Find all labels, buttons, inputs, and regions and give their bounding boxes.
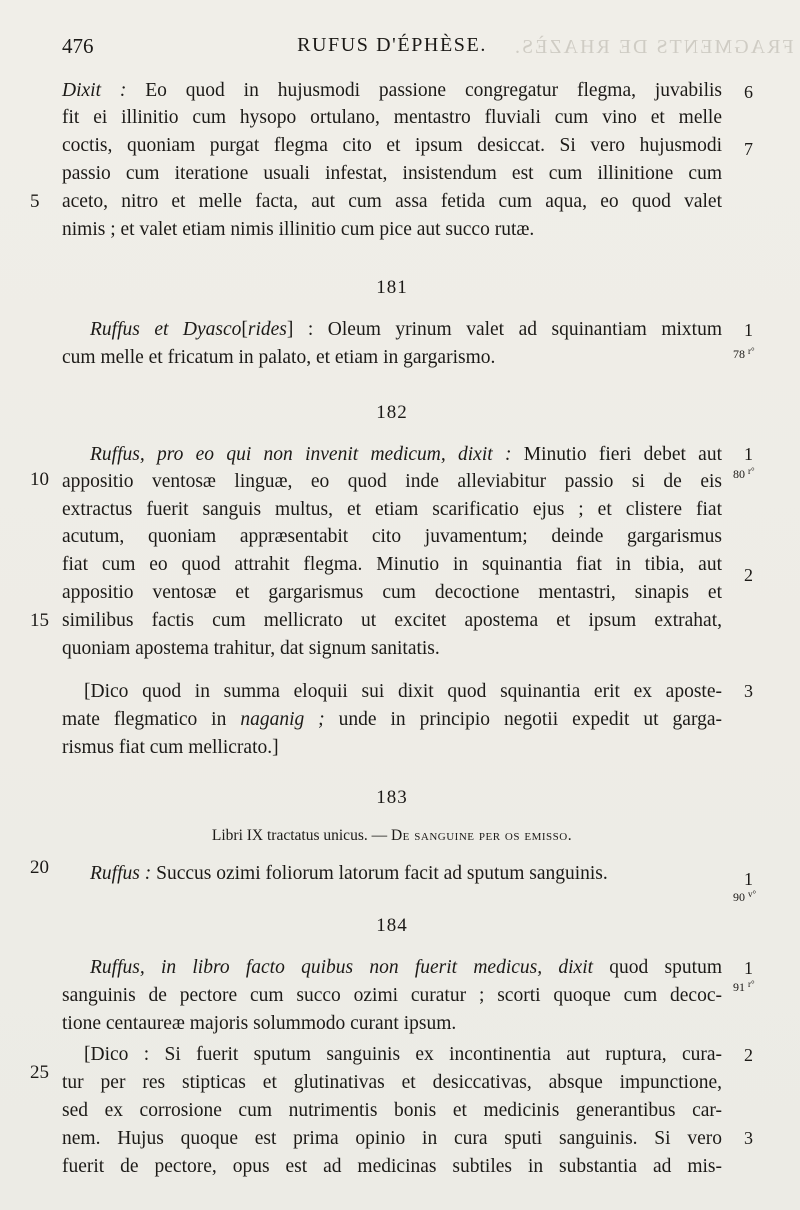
text-line: nimis ; et valet etiam nimis illinitio cum pice aut succo rutæ.	[62, 219, 535, 240]
text-line: [Dico : Si fuerit sputum sanguinis ex incontinentia aut ruptura, cura-	[84, 1044, 722, 1065]
text-line: acutum, quoniam appræsentabit cito juvamentum; deinde gargarismus	[62, 526, 722, 547]
folio-ref: 78 $^{r^\circ}$	[733, 346, 755, 361]
bleed-through-text: FRAGMENTS DE RHAZÈS.	[513, 36, 794, 58]
text-line: fiat cum eo quod attrahit flegma. Minutio in squinantia fiat in tibia, aut	[62, 554, 722, 575]
folio-ref: 80 $^{r^\circ}$	[733, 466, 755, 481]
text-line: Ruffus, in libro facto quibus non fuerit medicus, dixit quod sputum	[90, 957, 722, 978]
line-number: 10	[30, 469, 49, 490]
text-line: appositio ventosæ linguæ, eo quod inde alleviabitur passio si de eis	[62, 471, 722, 492]
text-line: sanguinis de pectore cum succo ozimi curatur ; scorti quoque cum decoc-	[62, 985, 722, 1006]
text-line: tur per res stipticas et glutinativas et desiccativas, absque impunctione,	[62, 1072, 722, 1093]
text-line: fuerit de pectore, opus est ad medicinas subtiles in substantia ad mis-	[62, 1156, 722, 1177]
text-line: nem. Hujus quoque est prima opinio in cura sputi sanguinis. Si vero	[62, 1128, 722, 1149]
text-line: similibus factis cum mellicrato ut excitet apostema et ipsum extrahat,	[62, 610, 722, 631]
margin-number: 2	[744, 565, 753, 585]
section-number: 182	[376, 402, 408, 423]
text-line: extractus fuerit sanguis multus, et etiam scarificatio ejus ; et clistere fiat	[62, 499, 722, 520]
text-line: coctis, quoniam purgat flegma cito et ipsum desiccat. Si vero hujusmodi	[62, 135, 722, 156]
folio-ref: 90 $^{v^\circ}$	[733, 889, 757, 904]
text-line: Ruffus, pro eo qui non invenit medicum, dixit : Minutio fieri debet aut	[90, 444, 723, 465]
text-line: Ruffus et Dyasco[rides] : Oleum yrinum valet ad squinantiam mixtum	[90, 319, 722, 340]
section-number: 183	[376, 787, 408, 808]
margin-number: 3	[744, 681, 753, 701]
page-number: 476	[62, 34, 94, 58]
running-head: RUFUS D'ÉPHÈSE.	[297, 34, 487, 56]
text-line: sed ex corrosione cum nutrimentis bonis et medicinis generantibus car-	[62, 1100, 722, 1121]
section-number: 184	[376, 915, 408, 936]
text-line: quoniam apostema trahitur, dat signum sanitatis.	[62, 638, 440, 659]
margin-number: 2	[744, 1045, 753, 1065]
section-number: 181	[376, 277, 408, 298]
margin-number: 3	[744, 1128, 753, 1148]
text-line: tione centaureæ majoris solummodo curant ipsum.	[62, 1013, 457, 1034]
chapter-title: Libri IX tractatus unicus. — De sanguine per os emisso.	[211, 827, 573, 844]
text-line: mate flegmatico in naganig ; unde in principio negotii expedit ut garga-	[62, 709, 722, 730]
margin-number: 7	[744, 139, 753, 159]
margin-number: 1	[744, 869, 753, 889]
line-number: 25	[30, 1062, 49, 1083]
text-line: [Dico quod in summa eloquii sui dixit quod squinantia erit ex aposte-	[84, 681, 722, 702]
text-line: cum melle et fricatum in palato, et etiam in gargarismo.	[62, 347, 496, 368]
folio-ref: 91 $^{r^\circ}$	[733, 979, 755, 994]
text-line: passio cum iteratione usuali infestat, insistendum est cum illinitione cum	[62, 163, 722, 184]
line-number: 5	[30, 191, 40, 212]
text-line: Ruffus : Succus ozimi foliorum latorum facit ad sputum sanguinis.	[90, 863, 608, 884]
page-header	[62, 34, 722, 62]
margin-number: 1	[744, 320, 753, 340]
text-line: Dixit : Eo quod in hujusmodi passione congregatur flegma, juvabilis	[62, 80, 723, 101]
text-line: rismus fiat cum mellicrato.]	[62, 737, 279, 758]
margin-number: 1	[744, 958, 753, 978]
margin-number: 1	[744, 444, 753, 464]
line-number: 20	[30, 857, 49, 878]
text-line: appositio ventosæ et gargarismus cum decoctione mentastri, sinapis et	[62, 582, 722, 603]
text-line: fit ei illinitio cum hysopo ortulano, mentastro fluviali cum vino et melle	[62, 107, 722, 128]
text-line: aceto, nitro et melle facta, aut cum assa fetida cum aqua, eo quod valet	[62, 191, 722, 212]
margin-number: 6	[744, 82, 753, 102]
line-number: 15	[30, 610, 49, 631]
